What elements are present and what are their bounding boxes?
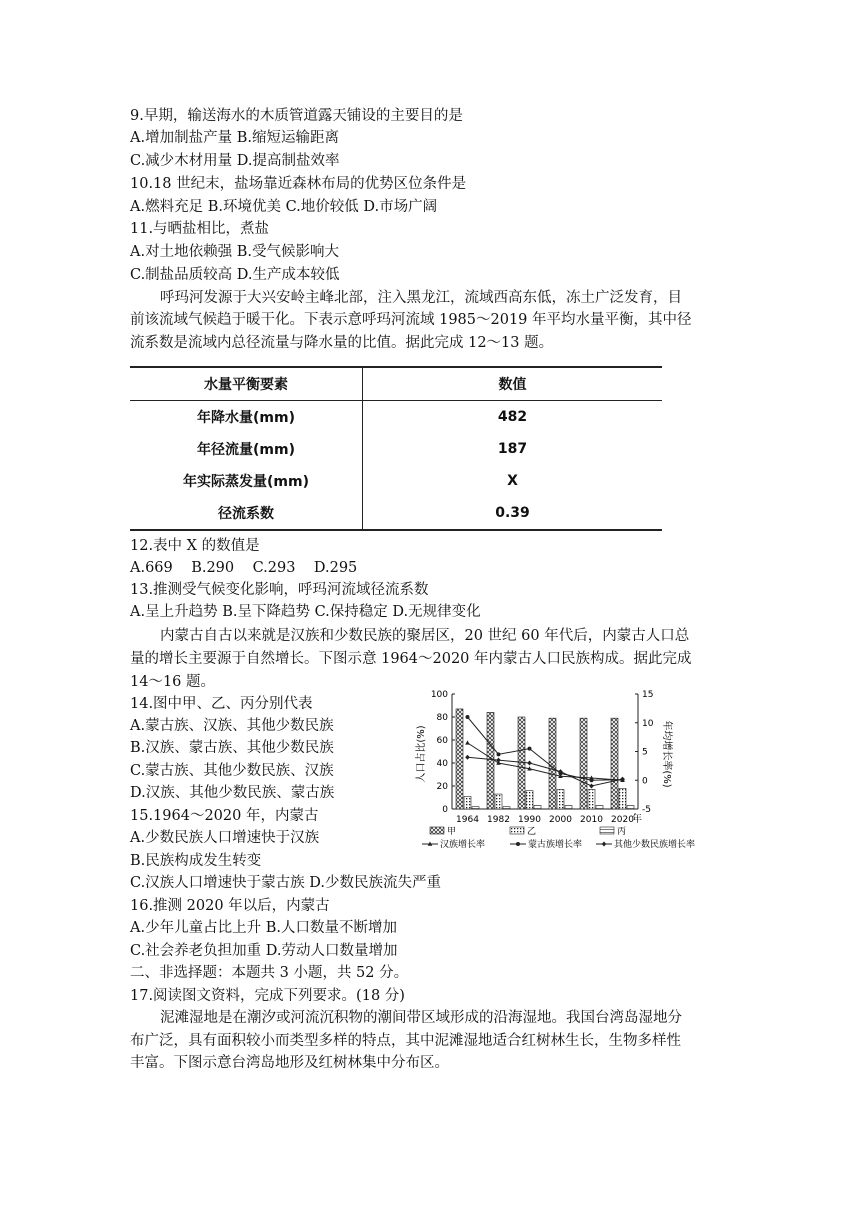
table-cell: 0.39 xyxy=(495,505,530,521)
passage1-line: 呼玛河发源于大兴安岭主峰北部，注入黑龙江，流域西高东低，冻土广泛发育，目 xyxy=(160,290,682,306)
y-axis-label: 人口占比(%) xyxy=(416,725,427,783)
table-row xyxy=(130,497,662,530)
bar xyxy=(472,807,479,809)
q17-passage-line: 布广泛，具有面积较小而类型多样的特点，其中泥滩湿地适合红树林生长，生物多样性 xyxy=(130,1033,681,1049)
bar xyxy=(495,794,502,809)
bar xyxy=(611,718,618,809)
bar xyxy=(619,788,626,809)
passage1-line: 前该流域气候趋于暖干化。下表示意呼玛河流域 1985～2019 年平均水量平衡，其中径 xyxy=(130,312,692,328)
y2-axis-label: 年均增长率(%) xyxy=(661,720,672,788)
table-cell: 径流系数 xyxy=(130,497,363,530)
x-unit-label: 年 xyxy=(632,814,642,825)
q10-options: A.燃料充足 B.环境优美 C.地价较低 D.市场广阔 xyxy=(130,199,438,215)
bar xyxy=(534,806,541,809)
q13-options: A.呈上升趋势 B.呈下降趋势 C.保持稳定 D.无规律变化 xyxy=(130,604,481,620)
passage2-line: 量的增长主要源于自然增长。下图示意 1964～2020 年内蒙古人口民族构成。据此完成 xyxy=(130,651,692,667)
y2-tick-label: 5 xyxy=(642,747,648,758)
x-tick-label: 1982 xyxy=(487,815,510,825)
legend-label: 乙 xyxy=(527,827,537,837)
line-point xyxy=(589,784,594,789)
q13-stem: 13.推测受气候变化影响，呼玛河流域径流系数 xyxy=(130,582,429,598)
y2-tick-label: -5 xyxy=(642,805,651,815)
table-row xyxy=(130,465,662,497)
q14-stem: 14.图中甲、乙、丙分别代表 xyxy=(130,696,313,712)
q15-option: A.少数民族人口增速快于汉族 xyxy=(130,830,320,846)
q14-option: C.蒙古族、其他少数民族、汉族 xyxy=(130,763,334,779)
q15-option: C.汉族人口增速快于蒙古族 D.少数民族流失严重 xyxy=(130,875,442,891)
q11-stem: 11.与晒盐相比，煮盐 xyxy=(130,221,270,237)
q9-options-ab: A.增加制盐产量 B.缩短运输距离 xyxy=(130,130,339,146)
bar xyxy=(456,709,463,809)
x-tick-label: 2010 xyxy=(580,815,603,825)
table-header: 数值 xyxy=(498,377,527,393)
q17-passage-line: 泥滩湿地是在潮汐或河流沉积物的潮间带区域形成的沿海湿地。我国台湾岛湿地分 xyxy=(160,1010,682,1026)
q12-stem: 12.表中 X 的数值是 xyxy=(130,538,260,554)
section-heading: 二、非选择题：本题共 3 小题，共 52 分。 xyxy=(130,965,409,981)
legend-marker xyxy=(602,842,607,847)
legend-label: 其他少数民族增长率 xyxy=(614,840,696,850)
y2-tick-label: 15 xyxy=(642,690,654,700)
table-header: 水量平衡要素 xyxy=(130,367,363,401)
bar xyxy=(464,796,471,809)
line-point xyxy=(528,747,532,751)
table-cell: 年降水量(mm) xyxy=(130,401,363,434)
bar xyxy=(565,806,572,809)
table-cell: 187 xyxy=(497,441,528,457)
table-cell: X xyxy=(507,473,518,489)
bar xyxy=(487,712,494,809)
y2-tick-label: 10 xyxy=(642,718,654,729)
q10-stem: 10.18 世纪末，盐场靠近森林布局的优势区位条件是 xyxy=(130,176,467,192)
q9-options-cd: C.减少木材用量 D.提高制盐效率 xyxy=(130,153,340,169)
y-tick-label: 20 xyxy=(436,782,448,792)
bar xyxy=(503,807,510,809)
y-tick-label: 60 xyxy=(436,736,448,746)
q9-stem: 9.早期，输送海水的木质管道露天铺设的主要目的是 xyxy=(130,108,463,124)
x-tick-label: 2020 xyxy=(611,815,634,825)
line-point xyxy=(497,752,501,756)
bar xyxy=(627,806,634,809)
bar xyxy=(518,717,525,809)
legend-label: 汉族增长率 xyxy=(440,840,486,850)
table-row xyxy=(130,433,662,465)
q15-stem: 15.1964～2020 年，内蒙古 xyxy=(130,808,319,824)
legend-swatch xyxy=(510,827,524,834)
legend-label: 丙 xyxy=(617,827,627,837)
population-chart xyxy=(400,684,712,856)
bar xyxy=(588,789,595,809)
table-cell: 482 xyxy=(497,409,528,425)
bar xyxy=(580,718,587,809)
passage2-line: 内蒙古自古以来就是汉族和少数民族的聚居区，20 世纪 60 年代后，内蒙古人口总 xyxy=(160,628,690,644)
y-tick-label: 100 xyxy=(430,690,448,700)
legend-label: 甲 xyxy=(447,827,457,837)
table-row xyxy=(130,401,662,434)
line-point xyxy=(527,761,532,766)
bar xyxy=(596,806,603,809)
q12-options: A.669 B.290 C.293 D.295 xyxy=(130,560,358,576)
x-tick-label: 1964 xyxy=(456,815,479,825)
y2-tick-label: 0 xyxy=(642,776,648,787)
q16-options-ab: A.少年儿童占比上升 B.人口数量不断增加 xyxy=(130,920,397,936)
legend-swatch xyxy=(430,827,444,834)
y-tick-label: 0 xyxy=(442,805,448,815)
legend-swatch xyxy=(600,827,614,834)
q16-options-cd: C.社会养老负担加重 D.劳动人口数量增加 xyxy=(130,943,398,959)
water-balance-table xyxy=(130,366,662,531)
table-cell: 年实际蒸发量(mm) xyxy=(130,465,363,497)
q16-stem: 16.推测 2020 年以后，内蒙古 xyxy=(130,898,330,914)
y-tick-label: 80 xyxy=(436,713,448,723)
x-tick-label: 2000 xyxy=(549,815,572,825)
table-cell: 年径流量(mm) xyxy=(130,433,363,465)
line-point xyxy=(590,778,594,782)
legend-label: 蒙古族增长率 xyxy=(528,840,583,850)
q11-options-ab: A.对土地依赖强 B.受气候影响大 xyxy=(130,244,339,260)
q14-option: B.汉族、蒙古族、其他少数民族 xyxy=(130,740,334,756)
q14-option: D.汉族、其他少数民族、蒙古族 xyxy=(130,785,335,801)
q11-options-cd: C.制盐品质较高 D.生产成本较低 xyxy=(130,267,340,283)
bar xyxy=(549,718,556,809)
line-point xyxy=(465,755,470,760)
y-tick-label: 40 xyxy=(436,759,448,769)
q17-stem: 17.阅读图文资料，完成下列要求。(18 分) xyxy=(130,988,405,1004)
passage1-line: 流系数是流域内总径流量与降水量的比值。据此完成 12～13 题。 xyxy=(130,335,554,351)
table-header-row xyxy=(130,367,662,401)
line-point xyxy=(465,740,470,744)
line-point xyxy=(466,715,470,719)
q15-option: B.民族构成发生转变 xyxy=(130,853,262,869)
x-tick-label: 1990 xyxy=(518,815,541,825)
bar xyxy=(526,791,533,809)
legend-marker xyxy=(516,842,520,846)
q14-option: A.蒙古族、汉族、其他少数民族 xyxy=(130,718,334,734)
bar xyxy=(557,789,564,809)
passage2-line: 14～16 题。 xyxy=(130,674,216,690)
q17-passage-line: 丰富。下图示意台湾岛地形及红树林集中分布区。 xyxy=(130,1055,449,1071)
